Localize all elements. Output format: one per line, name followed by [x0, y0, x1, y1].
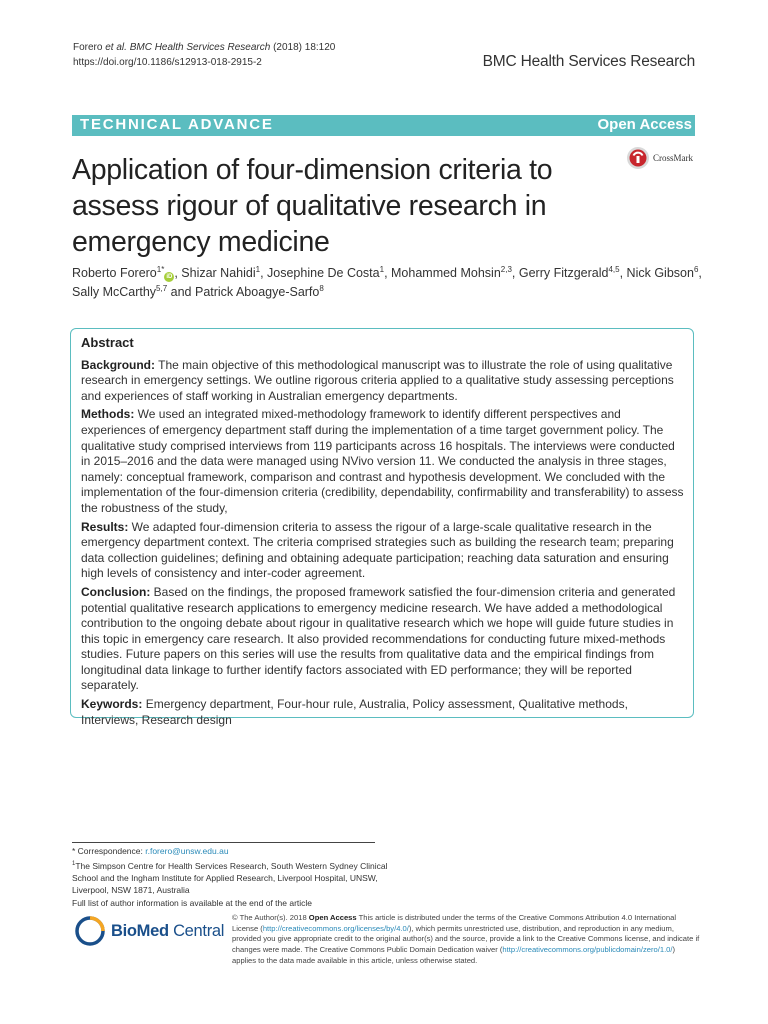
author-info-note: Full list of author information is available at the end of the article: [72, 897, 313, 908]
journal-name: BMC Health Services Research: [482, 53, 695, 70]
abstract-section-label: Conclusion:: [81, 584, 151, 599]
abstract-section-label: Keywords:: [81, 697, 143, 712]
crossmark-label: CrossMark: [653, 153, 693, 163]
author-separator: and: [167, 285, 195, 299]
author-name[interactable]: Nick Gibson: [626, 266, 694, 280]
affiliation-note: $^1$The Simpson Centre for Health Services Research, South Western Sydney Clinical School and the Ingham Institute for Applied Research, Liverpool Hospital, UNSW, Liverpool, NSW 1871, Australia: [72, 860, 388, 896]
crossmark-icon: [626, 146, 650, 170]
author-affiliation-mark: 8: [319, 284, 324, 293]
footnote-divider: [72, 842, 375, 843]
abstract-section: [81, 358, 685, 405]
author-affiliation-mark: 6: [693, 265, 699, 274]
orcid-icon[interactable]: iD: [166, 274, 173, 280]
crossmark-badge[interactable]: [626, 146, 693, 170]
footnotes: [72, 845, 392, 909]
author-name[interactable]: Mohammed Mohsin: [391, 266, 501, 280]
author-separator: ,: [174, 266, 182, 280]
abstract-section-text: The main objective of this methodological manuscript was to illustrate the role of using qualitative research in emergency settings. We outline rigorous criteria applied to a qualitative study assessing perceptions and experiences of staff working in Australian emergency departments.: [81, 357, 674, 403]
correspondence-email[interactable]: r.forero@unsw.edu.au: [145, 846, 229, 856]
abstract-section: [81, 407, 685, 516]
abstract-heading: Abstract: [81, 335, 134, 350]
public-domain-link[interactable]: http://creativecommons.org/publicdomain/zero/1.0/: [502, 945, 673, 955]
citation-block: [73, 40, 335, 70]
author-list: [72, 264, 702, 302]
citation-authors: Forero: [73, 42, 106, 53]
author-name[interactable]: Shizar Nahidi: [181, 266, 256, 280]
abstract-section-label: Results:: [81, 519, 129, 534]
author-separator: ,: [511, 266, 519, 280]
author-name[interactable]: Josephine De Costa: [267, 266, 380, 280]
doi-link[interactable]: https://doi.org/10.1186/s12913-018-2915-2: [73, 57, 262, 68]
author-separator: ,: [384, 266, 392, 280]
author-name[interactable]: Roberto Forero: [72, 266, 157, 280]
author-separator: ,: [698, 266, 702, 280]
author-separator: ,: [260, 266, 268, 280]
biomed-central-icon: [75, 916, 105, 946]
open-access-label: Open Access: [597, 116, 692, 133]
abstract-section: [81, 520, 685, 582]
abstract-section-label: Background:: [81, 357, 156, 372]
author-affiliation-mark: 1*: [156, 265, 165, 274]
author-affiliation-mark: 5,7: [156, 284, 168, 293]
biomed-central-wordmark: BioMed Central: [111, 921, 225, 940]
license-text: © The Author(s). 2018 Open Access This article is distributed under the terms of the Creative Commons Attribution 4.0 International License (http://creativecommons.org/licenses/by/4.0/), which permits unrestricted use, distribution, and reproduction in any medium, provided you give appropriate credit to the original author(s) and the source, provide a link to the Creative Commons license, and indicate if changes were made. The Creative Commons Public Domain Dedication waiver (http://creativecommons.org/publicdomain/zero/1.0/) applies to the data made available in this article, unless otherwise stated.: [232, 913, 700, 965]
abstract-section: [81, 697, 685, 728]
article-type-banner: [72, 115, 695, 136]
author-affiliation-mark: 1: [255, 265, 261, 274]
citation-volume: (2018) 18:120: [270, 42, 336, 53]
abstract-section-text: Based on the findings, the proposed framework satisfied the four-dimension criteria and generated potential qualitative research applications to emergency medicine research. We have added a methodological contribution to the ongoing debate about rigour in qualitative research which we hope will guide future studies in this topic in emergency care research. It also provided recommendations for conducting future mixed-methods studies. Future papers on this series will use the results from qualitative data and the empirical findings from longitudinal data linkage to further identify factors associated with ED performance; they will be reported separately.: [81, 584, 676, 693]
author-separator: ,: [619, 266, 627, 280]
article-type: TECHNICAL ADVANCE: [80, 116, 274, 133]
abstract-section-text: We used an integrated mixed-methodology framework to identify different perspectives and experiences of emergency department staff during the implementation of a time target government policy. The qualitative study comprised interviews from 119 participants across 16 hospitals. The interviews were conducted in 2015–2016 and the data were managed using NVivo version 11. We conducted the analysis in three stages, namely: conceptual framework, comparison and contrast and hypothesis development. We concluded with the implementation of the four-dimension criteria (credibility, dependability, confirmability and transferability) to assess the robustness of the study,: [81, 407, 684, 515]
author-affiliation-mark: 2,3: [500, 265, 512, 274]
author-name[interactable]: Sally McCarthy: [72, 285, 157, 299]
abstract-box: [70, 328, 694, 727]
citation-line: [73, 40, 335, 55]
citation-journal: et al. BMC Health Services Research: [105, 42, 271, 53]
abstract-section-text: We adapted four-dimension criteria to assess the rigour of a large-scale qualitative research in the emergency department context. The criteria comprised strategies such as building the research team; preparing data collection guidelines; defining and obtaining adequate participation; reaching data saturation and ensuring high levels of consistency and inter-coder agreement.: [81, 519, 674, 581]
author-affiliation-mark: 4,5: [608, 265, 620, 274]
correspondence-line: * Correspondence: r.forero@unsw.edu.au: [72, 846, 229, 856]
author-name[interactable]: Gerry Fitzgerald: [518, 266, 609, 280]
abstract-section-label: Methods:: [81, 407, 135, 422]
abstract-section: [81, 585, 685, 694]
author-name[interactable]: Patrick Aboagye-Sarfo: [194, 285, 320, 299]
author-affiliation-mark: 1: [379, 265, 385, 274]
abstract-section-text: Emergency department, Four-hour rule, Australia, Policy assessment, Qualitative methods, Interviews, Research design: [81, 697, 628, 727]
biomed-central-logo: [75, 916, 224, 946]
license-link[interactable]: http://creativecommons.org/licenses/by/4.0/: [262, 923, 409, 933]
article-title: Application of four-dimension criteria to assess rigour of qualitative research in emergency medicine: [72, 154, 553, 258]
